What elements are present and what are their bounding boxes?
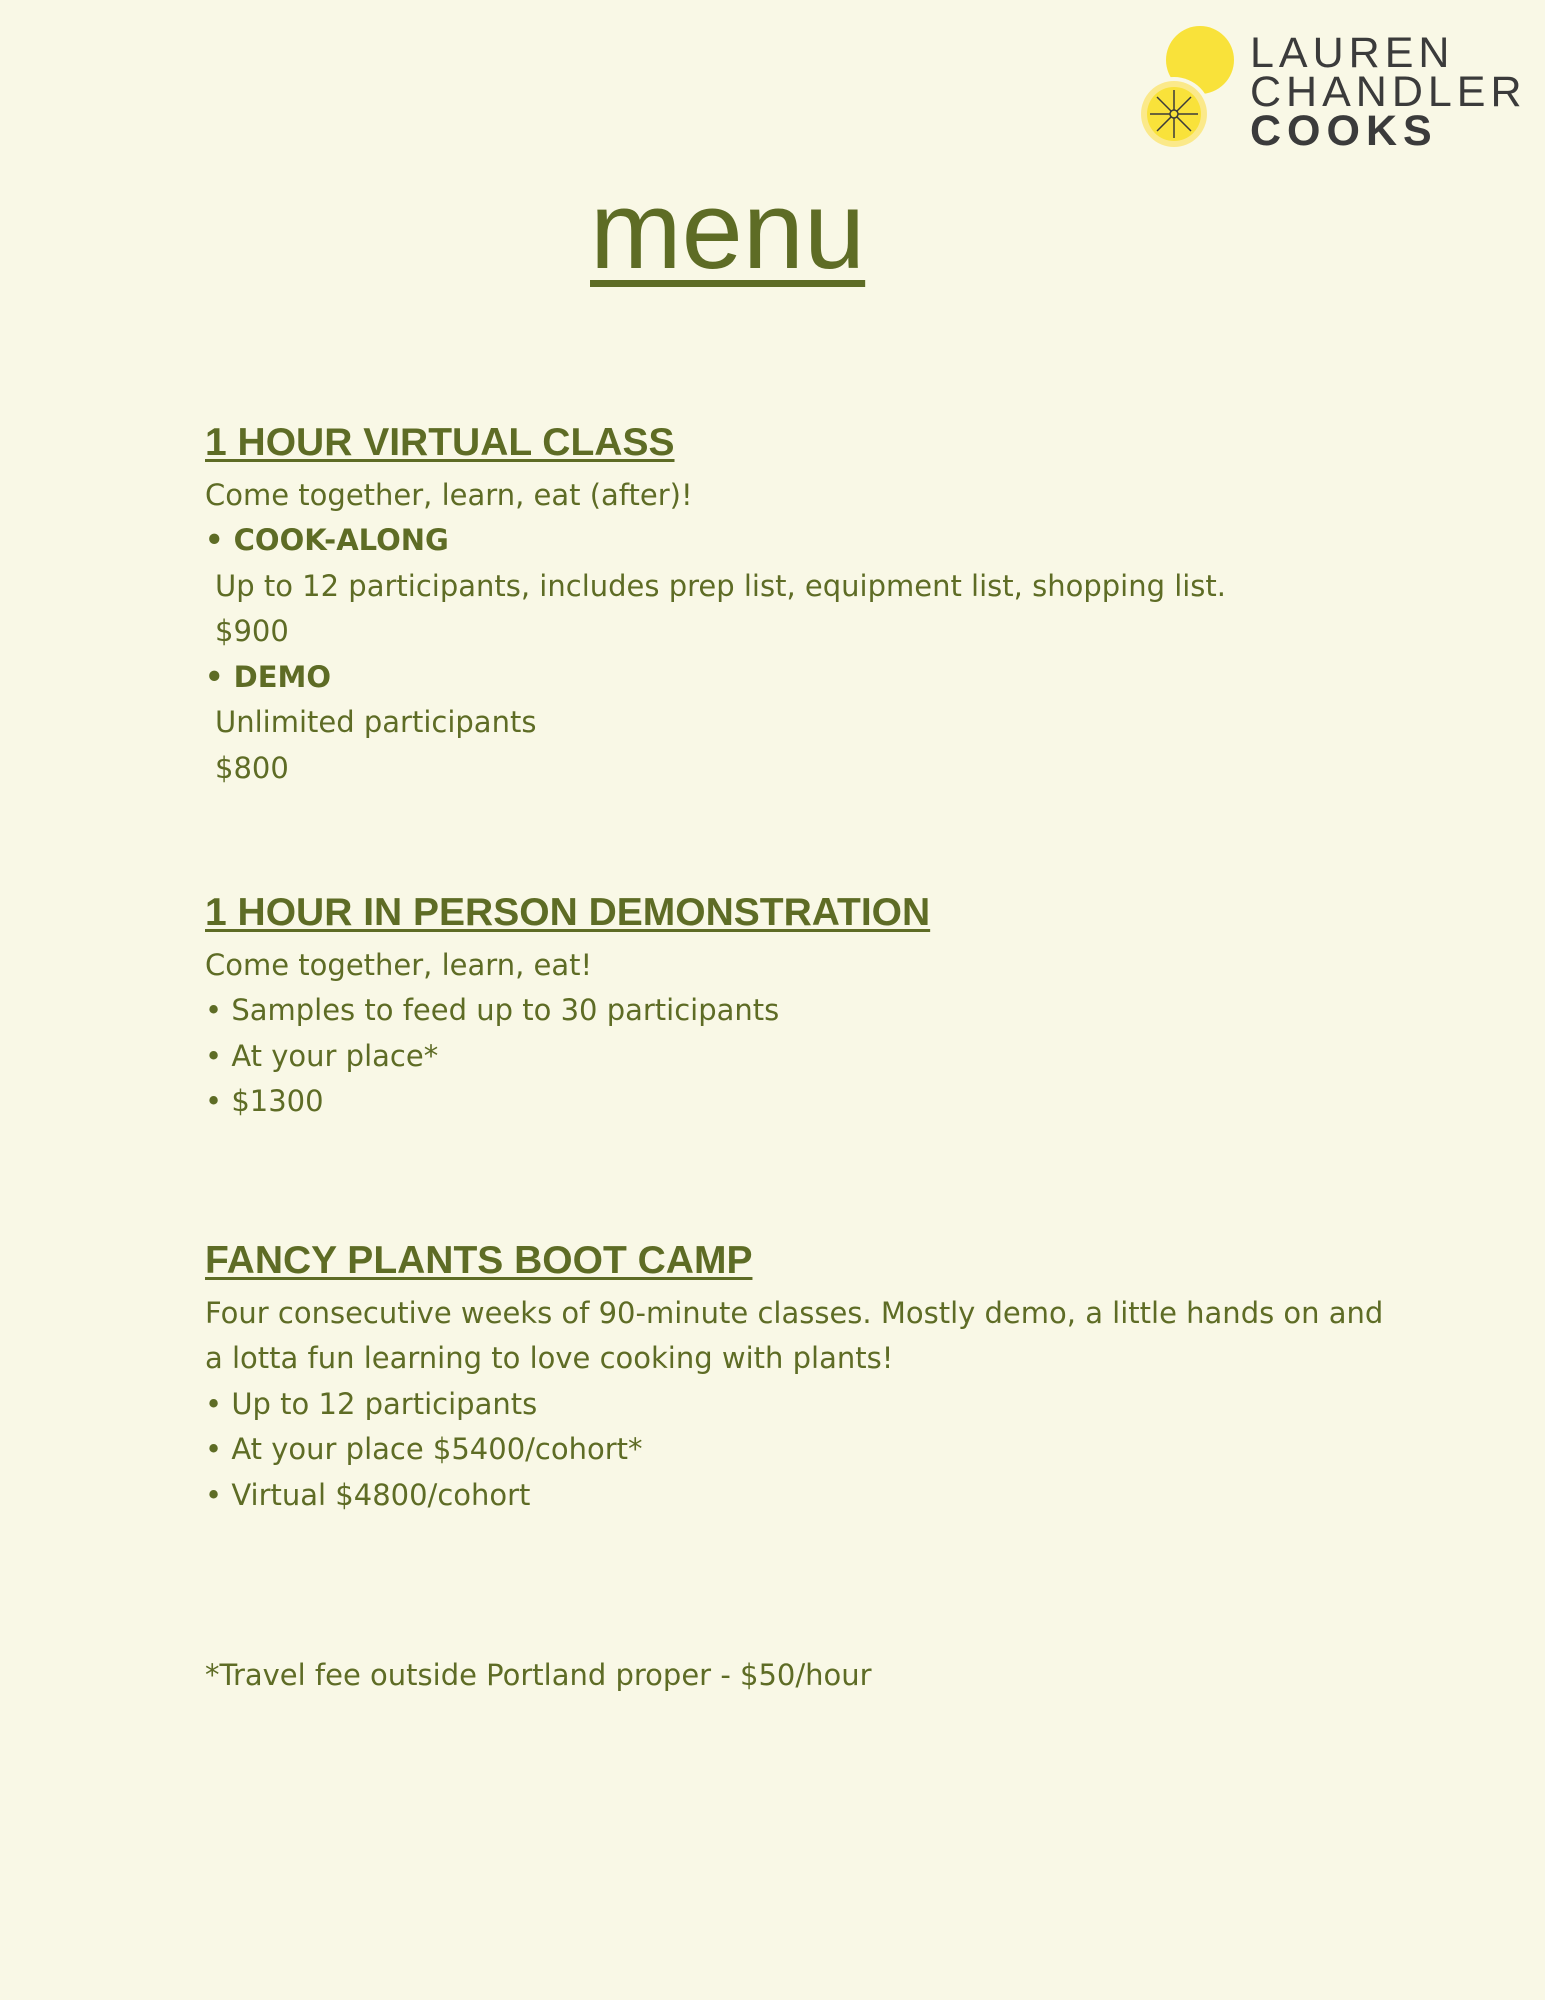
travel-fee-footnote: *Travel fee outside Portland proper - $50/hour — [205, 1658, 872, 1692]
option-label-cook-along: • COOK-ALONG — [205, 523, 449, 558]
option-price: $900 — [215, 614, 289, 649]
page-title: menu — [590, 169, 866, 292]
lemon-icon — [1138, 22, 1238, 162]
section-virtual-class — [205, 420, 1405, 791]
list-item: • $1300 — [205, 1084, 324, 1119]
section-heading: 1 HOUR IN PERSON DEMONSTRATION — [205, 891, 931, 934]
brand-name-line-1: LAUREN — [1250, 29, 1455, 77]
section-intro: Come together, learn, eat (after)! — [205, 477, 693, 512]
list-item: • Samples to feed up to 30 participants — [205, 993, 780, 1028]
list-item: • Virtual $4800/cohort — [205, 1477, 531, 1512]
option-detail: Up to 12 participants, includes prep list, equipment list, shopping list. — [215, 568, 1227, 603]
option-detail: Unlimited participants — [215, 705, 537, 740]
section-heading: FANCY PLANTS BOOT CAMP — [205, 1239, 753, 1282]
option-label-demo: • DEMO — [205, 659, 332, 694]
section-in-person-demo — [205, 890, 1405, 1125]
brand-name — [1250, 29, 1527, 155]
list-item: • Up to 12 participants — [205, 1386, 538, 1421]
section-intro: Four consecutive weeks of 90-minute classes. Mostly demo, a little hands on and a lotta fun learning to love cooking with plants! — [205, 1295, 1384, 1376]
brand-logo — [1138, 22, 1527, 162]
list-item: • At your place $5400/cohort* — [205, 1432, 643, 1467]
section-intro: Come together, learn, eat! — [205, 947, 593, 982]
section-heading: 1 HOUR VIRTUAL CLASS — [205, 421, 675, 464]
brand-name-line-3: COOKS — [1250, 107, 1438, 155]
section-boot-camp — [205, 1238, 1405, 1518]
option-price: $800 — [215, 750, 289, 785]
brand-name-line-2: CHANDLER — [1250, 68, 1527, 116]
list-item: • At your place* — [205, 1038, 439, 1073]
